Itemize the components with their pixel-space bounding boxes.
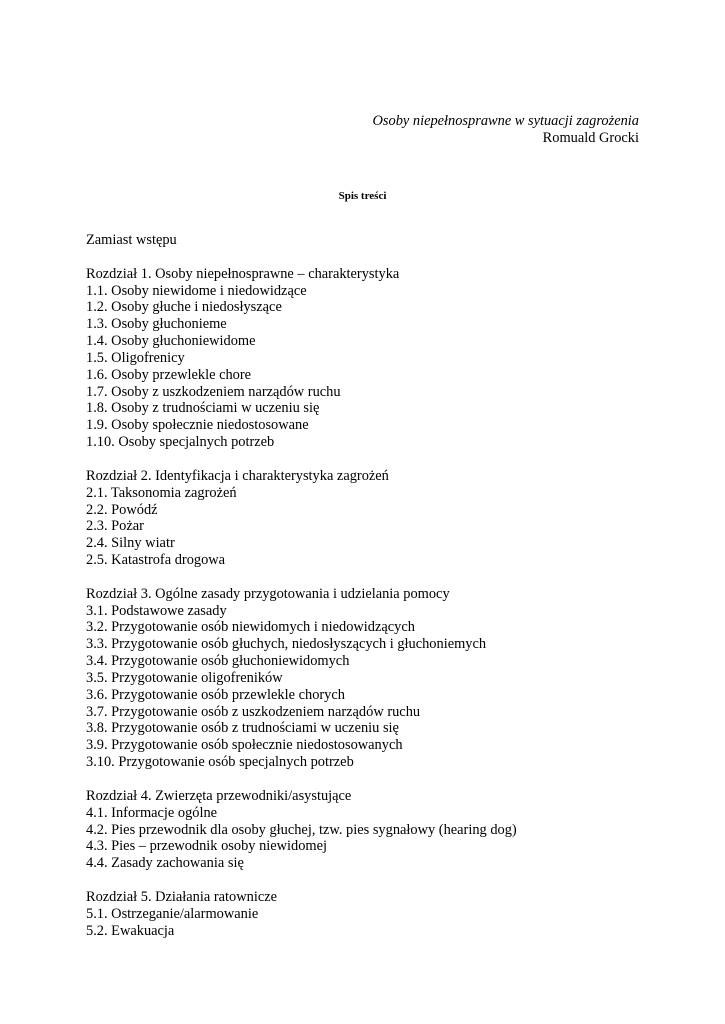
toc-entry: 3.4. Przygotowanie osób głuchoniewidomych — [86, 653, 350, 670]
toc-spacer — [86, 249, 666, 266]
toc-chapter-title: Rozdział 4. Zwierzęta przewodniki/asystujące — [86, 787, 352, 804]
toc-entry: 5.2. Ewakuacja — [86, 922, 175, 939]
toc-entry: 3.10. Przygotowanie osób specjalnych potrzeb — [86, 754, 354, 771]
toc-spacer — [86, 451, 666, 468]
toc-entry: 1.2. Osoby głuche i niedosłyszące — [86, 299, 282, 316]
toc-entry: 5.1. Ostrzeganie/alarmowanie — [86, 905, 259, 922]
toc-entry: 1.6. Osoby przewlekle chore — [86, 366, 252, 383]
document-title: Osoby niepełnosprawne w sytuacji zagrożenia — [372, 113, 639, 129]
toc-entry: 3.5. Przygotowanie oligofreników — [86, 669, 283, 686]
toc-chapter-title: Rozdział 5. Działania ratownicze — [86, 888, 277, 905]
toc-entry: 3.8. Przygotowanie osób z trudnościami w uczeniu się — [86, 720, 399, 737]
document-header — [373, 113, 639, 147]
toc-entry: 1.8. Osoby z trudnościami w uczeniu się — [86, 400, 320, 417]
toc-entry: 3.6. Przygotowanie osób przewlekle chorych — [86, 686, 345, 703]
table-of-contents — [86, 232, 666, 939]
toc-entry: 4.3. Pies – przewodnik osoby niewidomej — [86, 838, 328, 855]
toc-heading: Spis treści — [338, 190, 387, 202]
toc-entry: 1.3. Osoby głuchonieme — [86, 316, 227, 333]
toc-entry: 2.5. Katastrofa drogowa — [86, 552, 226, 569]
toc-spacer — [86, 872, 666, 889]
toc-entry: 2.3. Pożar — [86, 518, 144, 535]
toc-entry: 2.1. Taksonomia zagrożeń — [86, 484, 237, 501]
toc-entry: 3.3. Przygotowanie osób głuchych, niedosłyszących i głuchoniemych — [86, 636, 487, 653]
toc-entry: 1.7. Osoby z uszkodzeniem narządów ruchu — [86, 383, 341, 400]
toc-intro: Zamiast wstępu — [86, 232, 177, 248]
toc-spacer — [86, 569, 666, 586]
toc-entry: 1.9. Osoby społecznie niedostosowane — [86, 417, 309, 434]
toc-chapter-title: Rozdział 2. Identyfikacja i charakterystyka zagrożeń — [86, 467, 389, 484]
toc-chapter-title: Rozdział 1. Osoby niepełnosprawne – charakterystyka — [86, 265, 400, 282]
toc-entry: 3.2. Przygotowanie osób niewidomych i niedowidzących — [86, 619, 415, 636]
toc-chapter-title: Rozdział 3. Ogólne zasady przygotowania i udzielania pomocy — [86, 585, 450, 602]
toc-entry: 3.1. Podstawowe zasady — [86, 602, 227, 619]
toc-entry: 3.9. Przygotowanie osób społecznie niedostosowanych — [86, 737, 403, 754]
toc-entry: 1.4. Osoby głuchoniewidome — [86, 333, 256, 350]
toc-entry: 4.4. Zasady zachowania się — [86, 855, 244, 872]
toc-entry: 1.10. Osoby specjalnych potrzeb — [86, 434, 275, 451]
toc-entry: 1.1. Osoby niewidome i niedowidzące — [86, 282, 307, 299]
toc-entry: 3.7. Przygotowanie osób z uszkodzeniem narządów ruchu — [86, 703, 421, 720]
toc-entry: 2.4. Silny wiatr — [86, 535, 175, 552]
toc-entry: 4.1. Informacje ogólne — [86, 804, 218, 821]
toc-spacer — [86, 771, 666, 788]
document-author: Romuald Grocki — [542, 130, 639, 146]
toc-entry: 4.2. Pies przewodnik dla osoby głuchej, tzw. pies sygnałowy (hearing dog) — [86, 821, 517, 838]
toc-entry: 2.2. Powódź — [86, 501, 158, 518]
toc-entry: 1.5. Oligofrenicy — [86, 349, 185, 366]
